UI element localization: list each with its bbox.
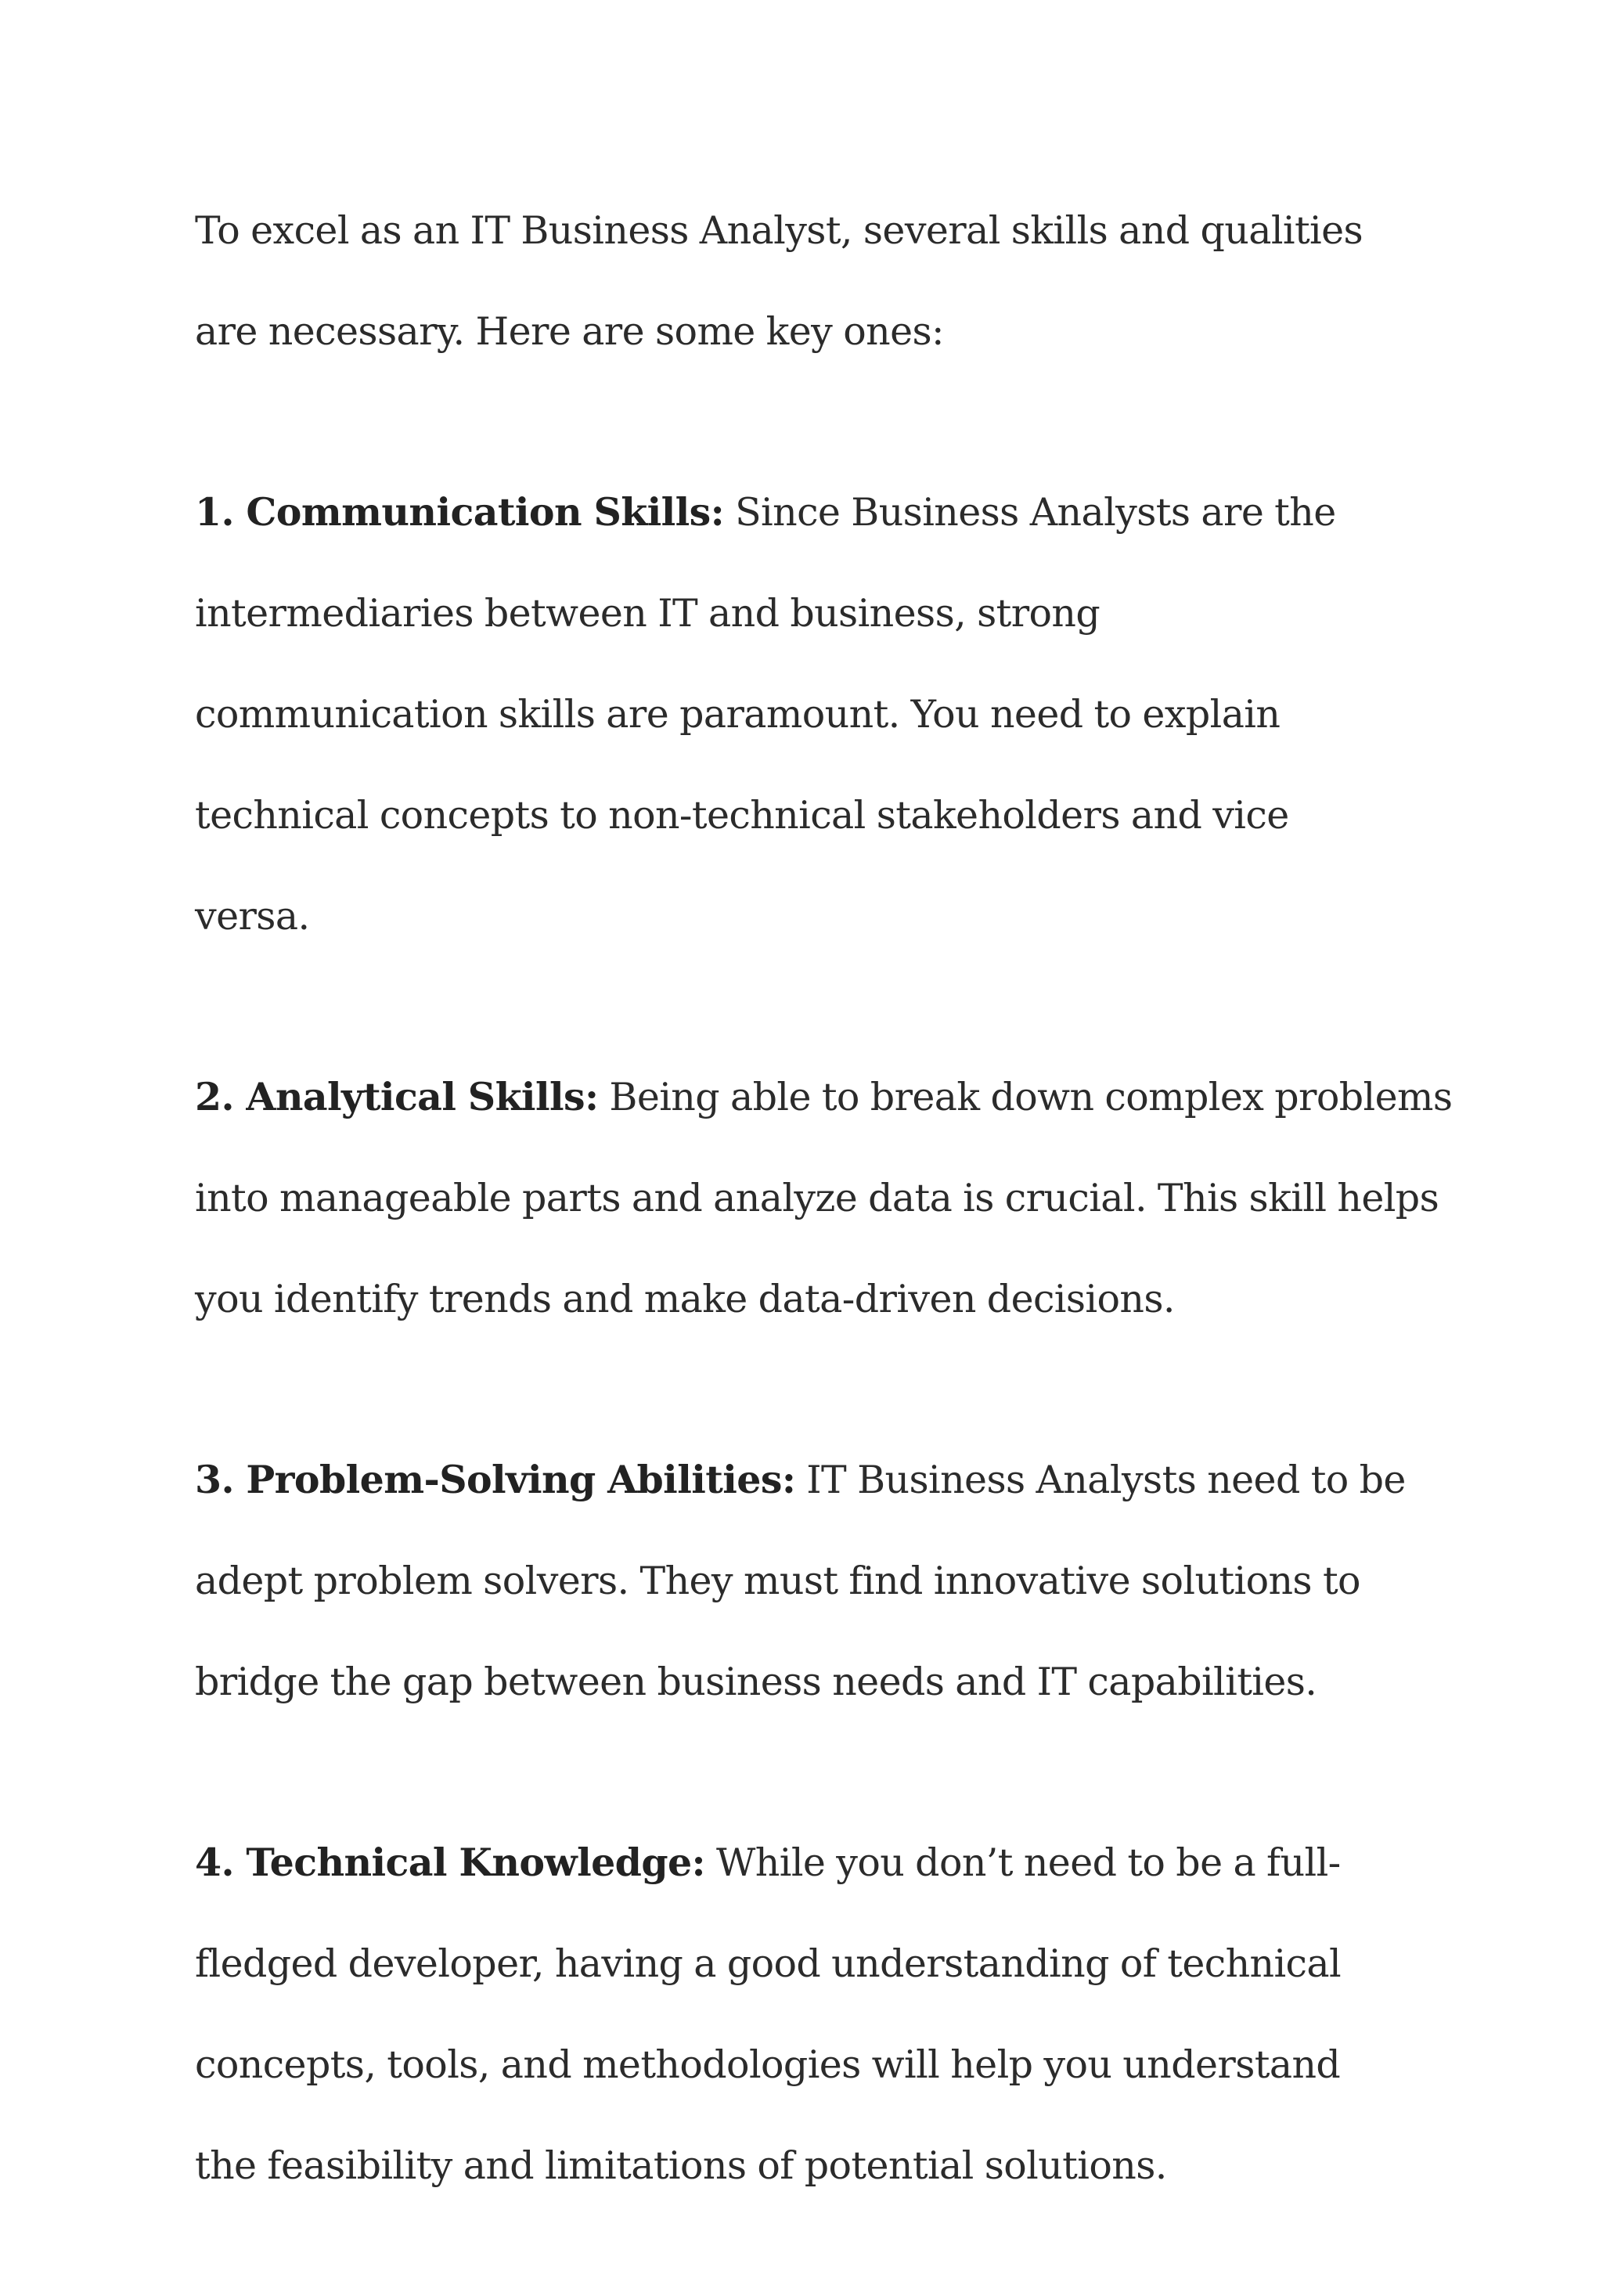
skill-text-communication: Since Business Analysts are the intermediaries between IT and business, strong communication skills are paramount. You need to explain technical concepts to non-technical stakeholders and vice versa. [195, 490, 1336, 939]
skill-paragraph-communication [195, 462, 1400, 967]
skill-heading-problem-solving: 3. Problem-Solving Abilities: [195, 1457, 796, 1502]
skill-paragraph-analytical [195, 1047, 1479, 1350]
skill-heading-communication: 1. Communication Skills: [195, 489, 725, 535]
document-body [195, 180, 1479, 2296]
skill-heading-analytical: 2. Analytical Skills: [195, 1074, 599, 1119]
skill-text-analytical: Being able to break down complex problems into manageable parts and analyze data is crucial. This skill helps you identify trends and make data-driven decisions. [195, 1075, 1453, 1321]
intro-paragraph: To excel as an IT Business Analyst, several skills and qualities are necessary. Here are some key ones: [195, 208, 1363, 354]
skill-text-problem-solving: IT Business Analysts need to be adept problem solvers. They must find innovative solutions to bridge the gap between business needs and IT capabilities. [195, 1458, 1406, 1704]
skill-heading-technical-knowledge: 4. Technical Knowledge: [195, 1840, 706, 1885]
skill-paragraph-technical-knowledge [195, 1812, 1385, 2216]
skill-paragraph-problem-solving [195, 1429, 1432, 1732]
skill-text-technical-knowledge: While you don’t need to be a full-fledged developer, having a good understanding of technical concepts, tools, and methodologies will help you understand the feasibility and limitations of potential solutions. [195, 1840, 1342, 2188]
